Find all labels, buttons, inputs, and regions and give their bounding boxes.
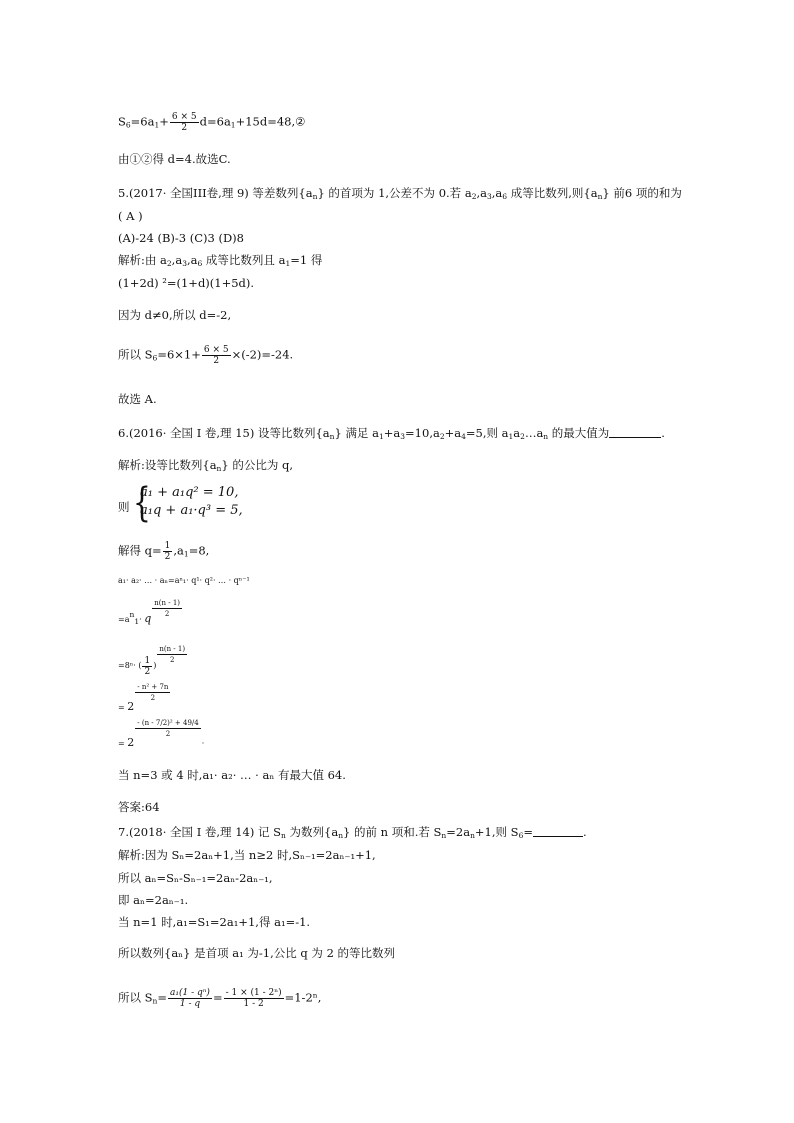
product-line-4: = 2 $\frac{\text{- n² + 7n}}{2}$: [118, 683, 169, 713]
line-s6-expression: $S_6=6a_1+$ $\frac{6 \times 5}{2}$ $d=6a_1+15d=48,②$: [118, 112, 306, 133]
answer-blank-7[interactable]: [533, 836, 583, 837]
answer-blank[interactable]: [609, 437, 661, 438]
problem-5-options: (A)-24 (B)-3 (C)3 (D)8: [118, 231, 244, 245]
problem-6-answer: 答案:64: [118, 800, 160, 814]
problem-5-analysis: 解析:由 $a_2,a_3,a_6$ 成等比数列且 $a_1=1$ 得: [118, 253, 323, 268]
problem-5-answer: ( A ): [118, 209, 143, 223]
problem-7-step-3: 当 n=1 时,a₁=S₁=2a₁+1,得 a₁=-1.: [118, 915, 311, 929]
product-line-1: a₁· a₂· … · aₙ=aⁿ₁· q¹· q²· … · qⁿ⁻¹: [118, 576, 250, 585]
problem-5-d-value: 因为 d≠0,所以 d=-2,: [118, 308, 232, 322]
problem-7-step-1: 所以 aₙ=Sₙ-Sₙ₋₁=2aₙ-2aₙ₋₁,: [118, 871, 273, 885]
system-equation-1: a₁ + a₁q² = 10,: [140, 485, 239, 500]
problem-6-statement: 6.(2016· 全国 I 卷,理 15) 设等比数列$\{a_n\}$ 满足 $a_1+a_3=10,a_2+a_4=5$,则 $a_1a_2\dots a_n$ 的最大值为 .: [118, 426, 665, 441]
problem-6-analysis: 解析:设等比数列$\{a_n\}$ 的公比为 q,: [118, 458, 294, 473]
product-line-3: =8ⁿ· ( $\frac{1}{2}$ ) $\frac{n(n - 1)}{2}$: [118, 645, 186, 677]
problem-6-solution: 解得 q= $\frac{1}{2}$ $,a_1=8$,: [118, 541, 210, 562]
system-equation-2: a₁q + a₁·q³ = 5,: [140, 503, 243, 518]
problem-5-equation: (1+2d) ²=(1+d)(1+5d).: [118, 276, 255, 290]
fraction: $\frac{6 \times 5}{2}$: [171, 112, 197, 133]
problem-7-step-4: 所以数列{aₙ} 是首项 a₁ 为-1,公比 q 为 2 的等比数列: [118, 946, 396, 960]
problem-5-sum: 所以 $S_6=6\times 1+$ $\frac{6 \times 5}{2}$ ×(-2)=-24.: [118, 345, 294, 366]
problem-7-sum: 所以 $S_n=$ $\frac{\text{a₁(1 - qⁿ)}}{1 - q}$ = $\frac{\text{- 1 × (1 - 2ⁿ)}}{1 - 2}$ =1-2ⁿ,: [118, 988, 322, 1009]
product-line-2: =an1· q $\frac{n(n - 1)}{2}$: [118, 599, 180, 626]
product-line-5: = 2 $\frac{\text{- (n - 7/2)² + 49/4}}{2}$ ·: [118, 719, 205, 749]
problem-5-choice: 故选 A.: [118, 392, 157, 406]
problem-7-analysis: 解析:因为 Sₙ=2aₙ+1,当 n≥2 时,Sₙ₋₁=2aₙ₋₁+1,: [118, 848, 376, 862]
problem-5-statement: 5.(2017· 全国III卷,理 9) 等差数列$\{a_n\}$ 的首项为 1,公差不为 0.若 $a_2,a_3,a_6$ 成等比数列,则$\{a_n\}$ 前6 项的和为: [118, 186, 682, 201]
system-prefix: 则: [118, 500, 130, 514]
problem-7-statement: 7.(2018· 全国 I 卷,理 14) 记 $S_n$ 为数列$\{a_n\}$ 的前 n 项和.若 $S_n=2a_n+1$,则 $S_6=$ .: [118, 825, 587, 840]
left-brace: {: [133, 480, 151, 526]
line-conclusion-1: 由①②得 d=4.故选C.: [118, 152, 231, 166]
problem-6-max: 当 n=3 或 4 时,a₁· a₂· … · aₙ 有最大值 64.: [118, 768, 346, 782]
problem-7-step-2: 即 aₙ=2aₙ₋₁.: [118, 893, 189, 907]
